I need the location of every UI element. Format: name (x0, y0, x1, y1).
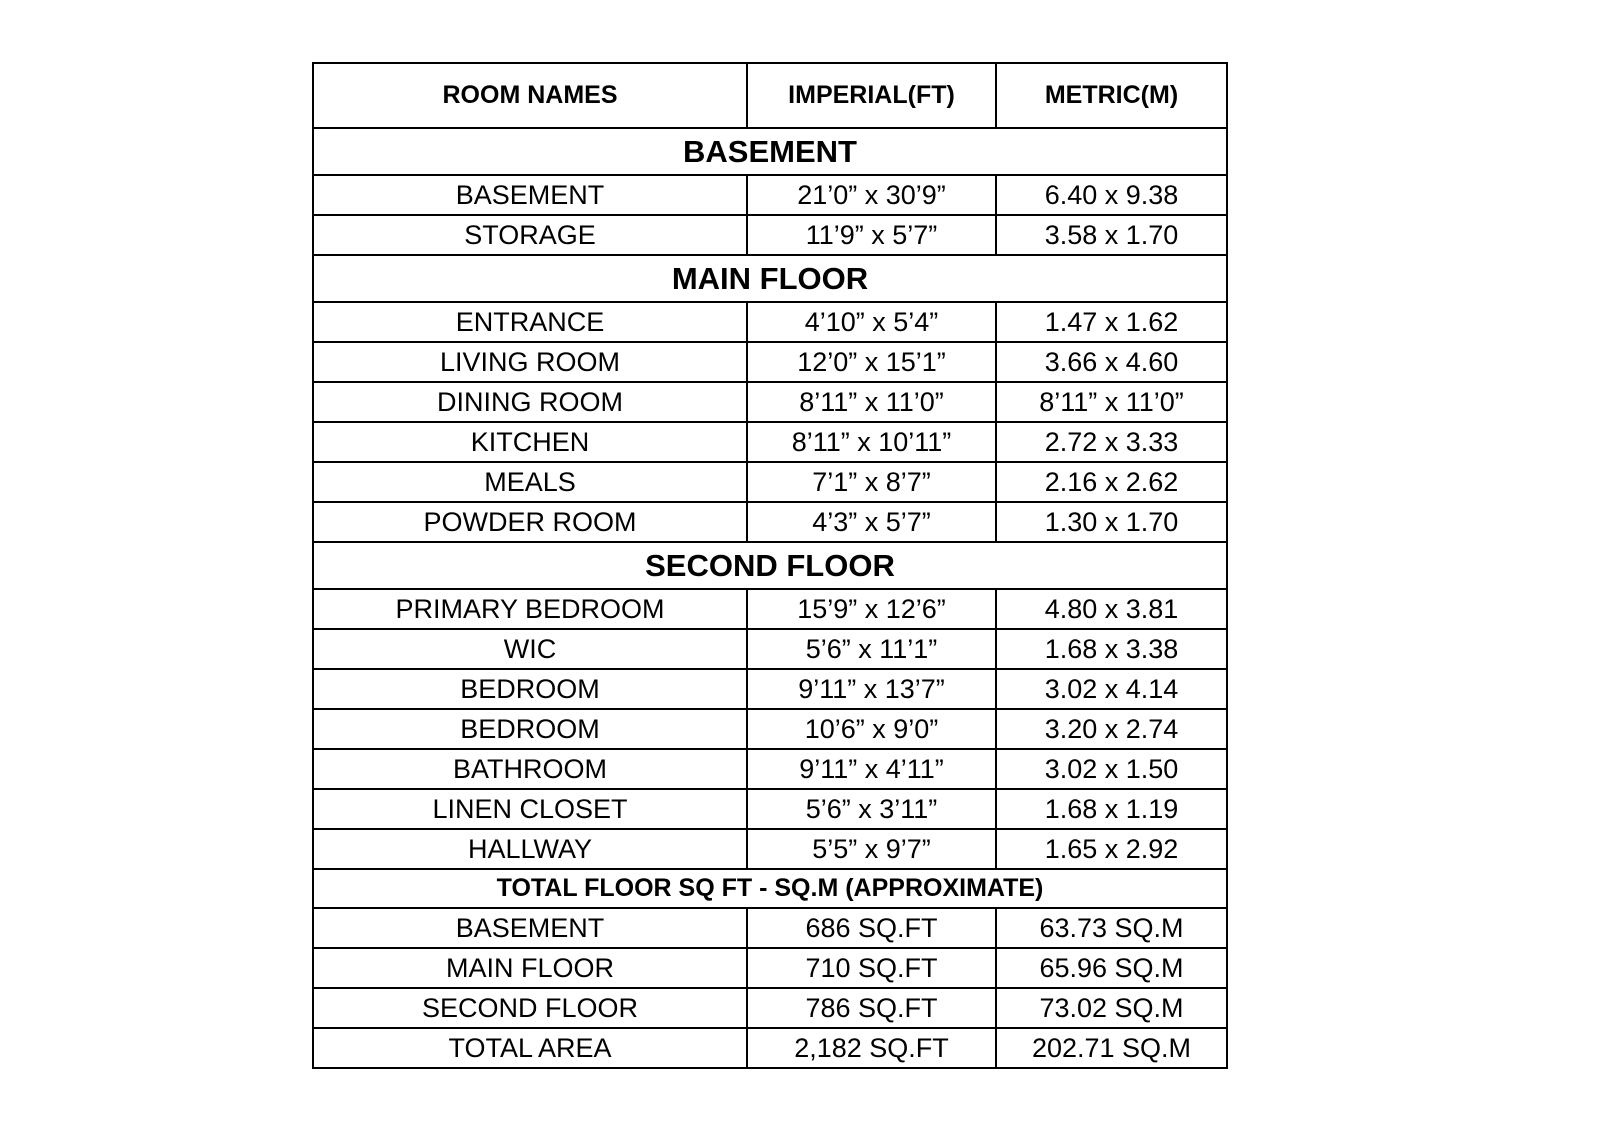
room-name-cell: MEALS (313, 462, 747, 502)
room-name-cell: KITCHEN (313, 422, 747, 462)
metric-cell: 63.73 SQ.M (996, 908, 1227, 948)
room-name-cell: BEDROOM (313, 709, 747, 749)
metric-cell: 3.58 x 1.70 (996, 215, 1227, 255)
imperial-cell: 686 SQ.FT (747, 908, 996, 948)
table-row (313, 382, 1227, 422)
imperial-cell: 10’6” x 9’0” (747, 709, 996, 749)
metric-cell: 1.68 x 1.19 (996, 789, 1227, 829)
metric-cell: 65.96 SQ.M (996, 948, 1227, 988)
imperial-cell: 4’10” x 5’4” (747, 302, 996, 342)
table-row (313, 589, 1227, 629)
metric-cell: 2.72 x 3.33 (996, 422, 1227, 462)
imperial-cell: 8’11” x 10’11” (747, 422, 996, 462)
table-row (313, 1028, 1227, 1068)
metric-cell: 1.47 x 1.62 (996, 302, 1227, 342)
room-name-cell: TOTAL AREA (313, 1028, 747, 1068)
room-name-cell: DINING ROOM (313, 382, 747, 422)
imperial-cell: 21’0” x 30’9” (747, 175, 996, 215)
metric-cell: 3.02 x 4.14 (996, 669, 1227, 709)
table-row (313, 629, 1227, 669)
table-row (313, 709, 1227, 749)
room-name-cell: HALLWAY (313, 829, 747, 869)
room-name-cell: BASEMENT (313, 175, 747, 215)
imperial-cell: 11’9” x 5’7” (747, 215, 996, 255)
table-row (313, 789, 1227, 829)
table-body (313, 128, 1227, 1068)
section-title: MAIN FLOOR (313, 255, 1227, 302)
imperial-cell: 5’6” x 3’11” (747, 789, 996, 829)
room-name-cell: LINEN CLOSET (313, 789, 747, 829)
room-name-cell: PRIMARY BEDROOM (313, 589, 747, 629)
imperial-cell: 786 SQ.FT (747, 988, 996, 1028)
section-row (313, 255, 1227, 302)
metric-cell: 3.20 x 2.74 (996, 709, 1227, 749)
imperial-cell: 5’5” x 9’7” (747, 829, 996, 869)
table-row (313, 749, 1227, 789)
imperial-cell: 9’11” x 13’7” (747, 669, 996, 709)
table-row (313, 462, 1227, 502)
imperial-cell: 12’0” x 15’1” (747, 342, 996, 382)
metric-cell: 4.80 x 3.81 (996, 589, 1227, 629)
imperial-cell: 9’11” x 4’11” (747, 749, 996, 789)
metric-cell: 202.71 SQ.M (996, 1028, 1227, 1068)
room-name-cell: ENTRANCE (313, 302, 747, 342)
metric-cell: 1.68 x 3.38 (996, 629, 1227, 669)
room-name-cell: POWDER ROOM (313, 502, 747, 542)
table-row (313, 422, 1227, 462)
metric-cell: 1.65 x 2.92 (996, 829, 1227, 869)
room-name-cell: BEDROOM (313, 669, 747, 709)
metric-cell: 1.30 x 1.70 (996, 502, 1227, 542)
imperial-cell: 5’6” x 11’1” (747, 629, 996, 669)
room-name-cell: LIVING ROOM (313, 342, 747, 382)
section-title: SECOND FLOOR (313, 542, 1227, 589)
table-row (313, 175, 1227, 215)
table-row (313, 988, 1227, 1028)
table-row (313, 502, 1227, 542)
room-name-cell: BATHROOM (313, 749, 747, 789)
imperial-cell: 8’11” x 11’0” (747, 382, 996, 422)
table-row (313, 342, 1227, 382)
room-name-cell: MAIN FLOOR (313, 948, 747, 988)
room-name-cell: WIC (313, 629, 747, 669)
section-title: BASEMENT (313, 128, 1227, 175)
imperial-cell: 4’3” x 5’7” (747, 502, 996, 542)
section-row (313, 542, 1227, 589)
table-row (313, 302, 1227, 342)
metric-cell: 2.16 x 2.62 (996, 462, 1227, 502)
room-name-cell: STORAGE (313, 215, 747, 255)
metric-cell: 3.66 x 4.60 (996, 342, 1227, 382)
room-name-cell: SECOND FLOOR (313, 988, 747, 1028)
metric-cell: 6.40 x 9.38 (996, 175, 1227, 215)
section-row (313, 869, 1227, 908)
imperial-cell: 710 SQ.FT (747, 948, 996, 988)
table-row (313, 908, 1227, 948)
table-header-row (313, 63, 1227, 128)
room-dimensions-table (312, 62, 1228, 1069)
metric-cell: 3.02 x 1.50 (996, 749, 1227, 789)
metric-cell: 73.02 SQ.M (996, 988, 1227, 1028)
header-room-names: ROOM NAMES (313, 63, 747, 128)
table-row (313, 948, 1227, 988)
imperial-cell: 7’1” x 8’7” (747, 462, 996, 502)
table-row (313, 829, 1227, 869)
header-metric: METRIC(M) (996, 63, 1227, 128)
section-row (313, 128, 1227, 175)
table-row (313, 215, 1227, 255)
header-imperial: IMPERIAL(FT) (747, 63, 996, 128)
metric-cell: 8’11” x 11’0” (996, 382, 1227, 422)
imperial-cell: 15’9” x 12’6” (747, 589, 996, 629)
room-name-cell: BASEMENT (313, 908, 747, 948)
imperial-cell: 2,182 SQ.FT (747, 1028, 996, 1068)
section-title: TOTAL FLOOR SQ FT - SQ.M (APPROXIMATE) (313, 869, 1227, 908)
table-row (313, 669, 1227, 709)
